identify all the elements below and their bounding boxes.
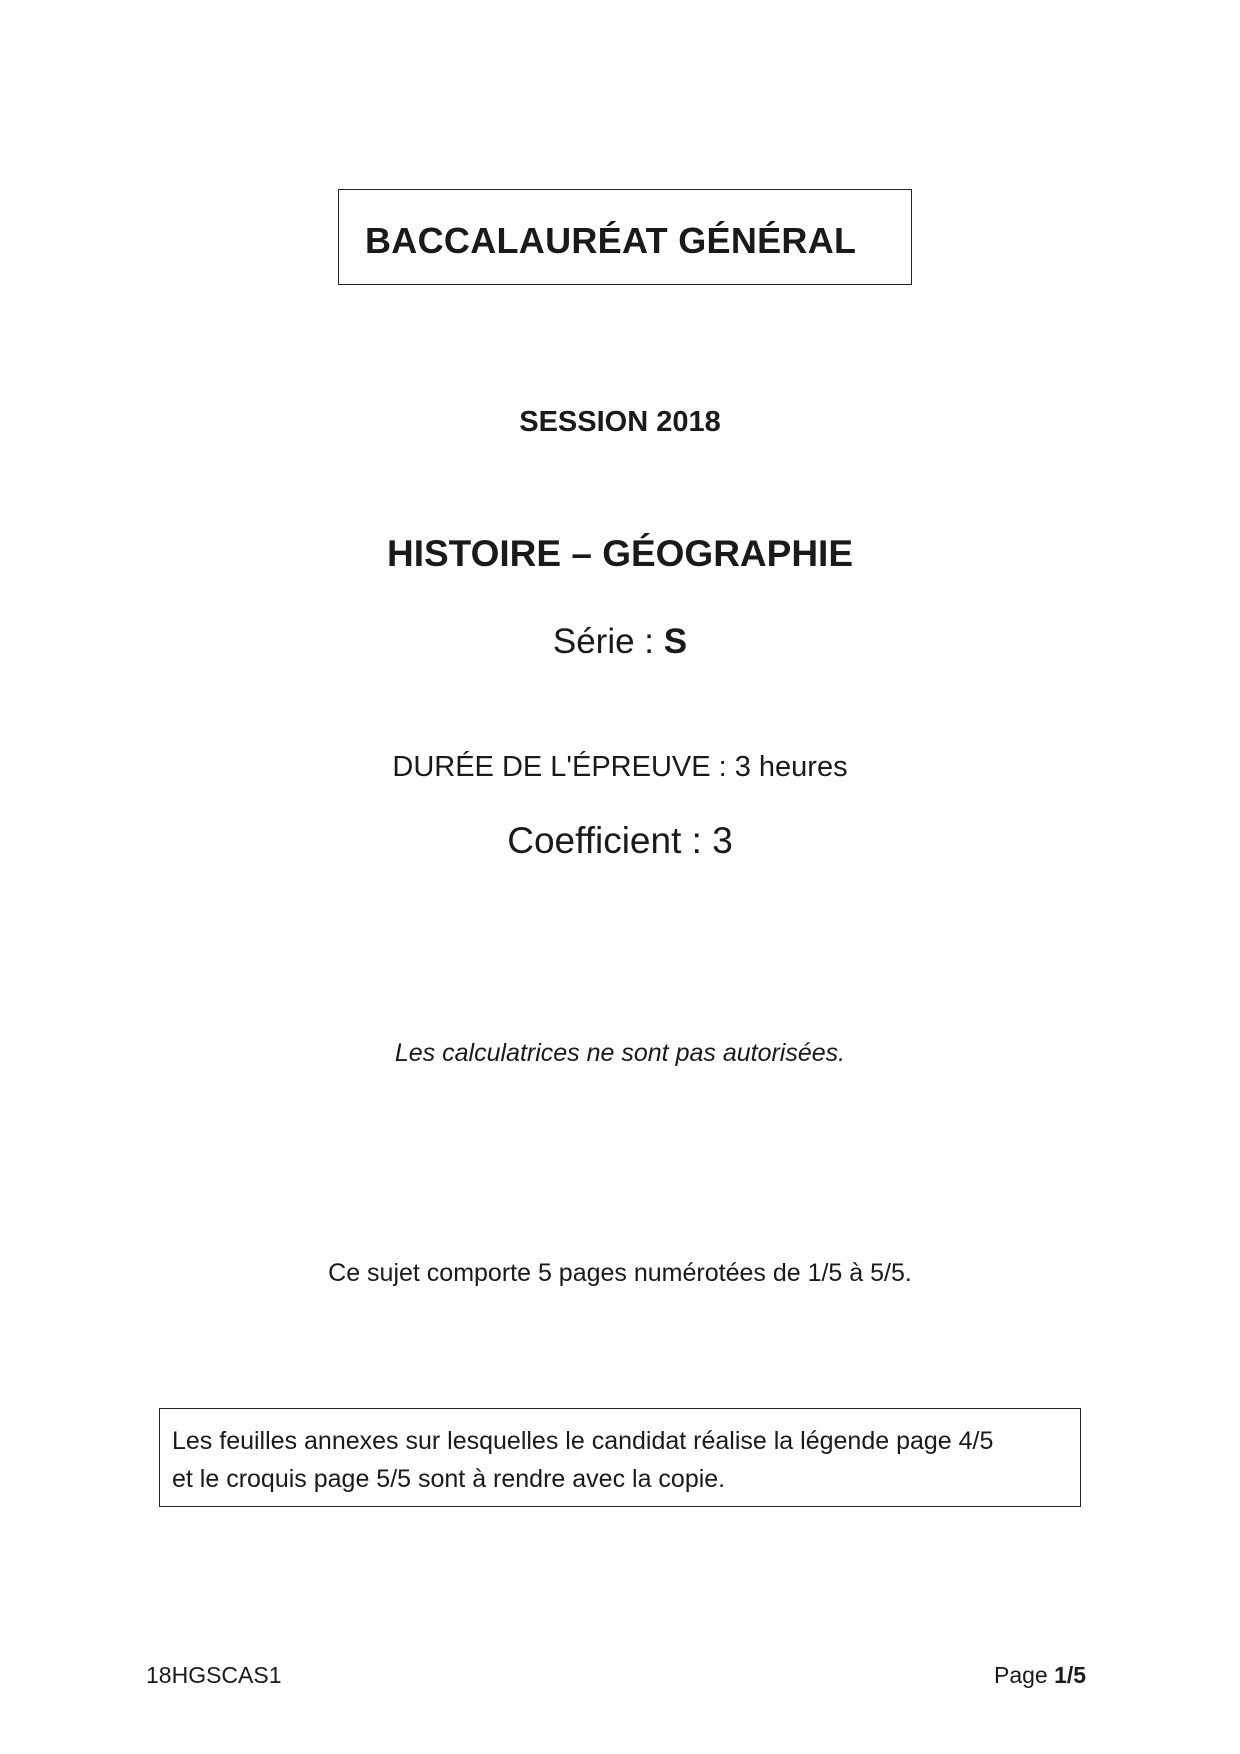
annex-line-1: Les feuilles annexes sur lesquelles le candidat réalise la légende page 4/5	[172, 1427, 994, 1455]
page-count-note: Ce sujet comporte 5 pages numérotées de 1/5 à 5/5.	[328, 1259, 912, 1287]
calculator-note: Les calculatrices ne sont pas autorisées.	[394, 1039, 846, 1067]
footer-page-indicator	[994, 1662, 1086, 1689]
footer-exam-code: 18HGSCAS1	[146, 1662, 282, 1688]
coefficient-line: Coefficient : 3	[507, 820, 733, 861]
footer-page-label: Page	[994, 1662, 1055, 1688]
subject-heading: HISTOIRE – GÉOGRAPHIE	[386, 533, 854, 574]
duration-line: DURÉE DE L'ÉPREUVE : 3 heures	[392, 751, 848, 783]
footer-page-number: 1/5	[1054, 1662, 1087, 1688]
title-box	[338, 189, 912, 285]
annex-instructions-box	[159, 1408, 1081, 1507]
annex-line-2: et le croquis page 5/5 sont à rendre avec la copie.	[172, 1465, 726, 1493]
serie-value: S	[663, 622, 688, 661]
session-heading: SESSION 2018	[519, 406, 721, 438]
serie-line	[0, 622, 1240, 662]
serie-label: Série :	[552, 622, 664, 661]
exam-title: BACCALAURÉAT GÉNÉRAL	[365, 220, 857, 261]
